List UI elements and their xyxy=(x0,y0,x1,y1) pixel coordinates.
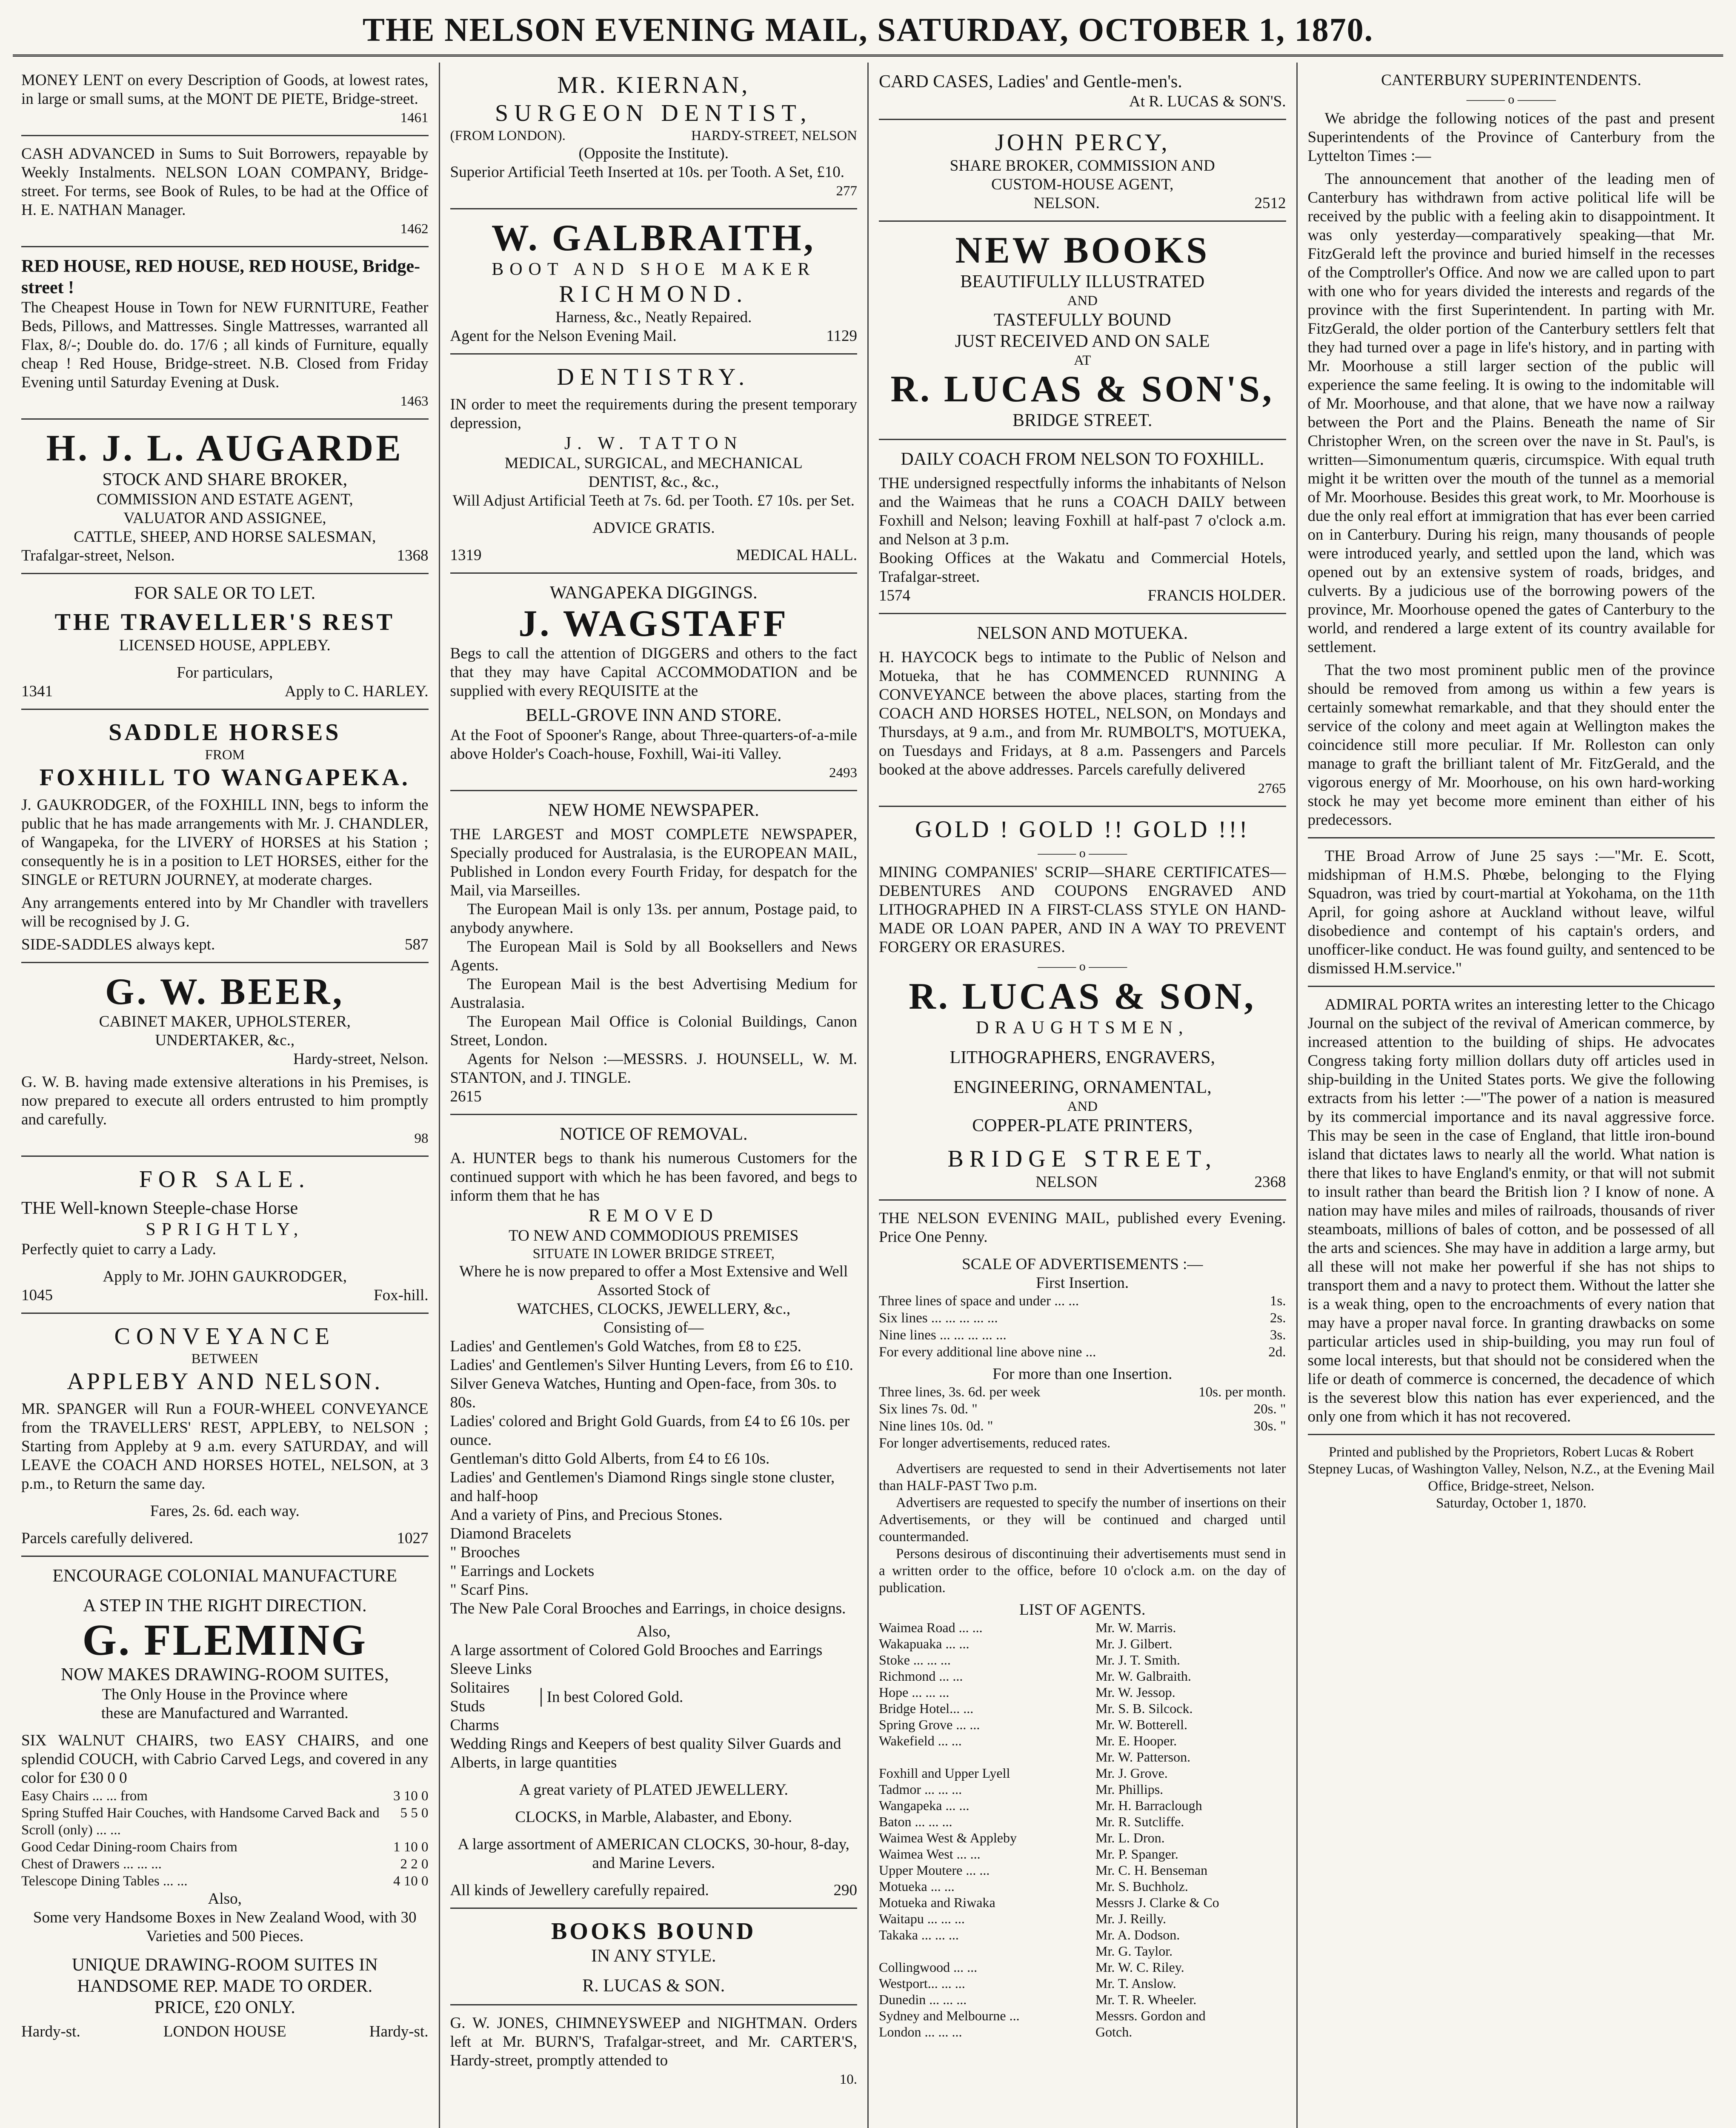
ad-gold xyxy=(879,807,1286,1201)
scale-heading: SCALE OF ADVERTISEMENTS :— xyxy=(962,1256,1203,1273)
ad-text: Advertisers are requested to send in their Advertisements not later than HALF-PAST Two p.m. xyxy=(879,1461,1286,1493)
ad-heading: NELSON AND MOTUEKA. xyxy=(977,624,1188,643)
agent-row: Collingwood ... ... Mr. W. C. Riley. xyxy=(879,1959,1184,1975)
ad-text: For particulars, xyxy=(177,664,273,681)
stock-item: Gentleman's ditto Gold Alberts, from £4 to £6 10s. xyxy=(450,1450,770,1467)
ad-text: TO NEW AND COMMODIOUS PREMISES xyxy=(509,1227,799,1244)
ad-number: 2493 xyxy=(829,765,857,781)
ad-line: LITHOGRAPHERS, ENGRAVERS, xyxy=(950,1048,1215,1067)
agent-row: Waimea West ... ... Mr. P. Spanger. xyxy=(879,1846,1178,1862)
ad-text: A large assortment of Colored Gold Brooches and Earrings xyxy=(450,1642,823,1659)
ad-number: 1461 xyxy=(400,110,429,126)
ad-text: WATCHES, CLOCKS, JEWELLERY, &c., xyxy=(517,1300,791,1318)
scale-row: Three lines of space and under ... ... 1s. xyxy=(879,1293,1286,1309)
separator xyxy=(879,960,1286,973)
ad-heading: FOR SALE. xyxy=(139,1166,311,1193)
ad-text: The European Mail is the best Advertising Medium for Australasia. xyxy=(450,975,857,1012)
ad-daily-coach xyxy=(879,440,1286,614)
article-canterbury-superintendents xyxy=(1308,63,1715,838)
agent-row: Bridge Hotel... ... Mr. S. B. Silcock. xyxy=(879,1701,1193,1716)
scale-row: Six lines 7s. 0d. " 20s. " xyxy=(879,1402,1286,1417)
ad-number: 2615 xyxy=(450,1088,482,1105)
stock-item: " Scarf Pins. xyxy=(450,1581,529,1599)
ad-from: (FROM LONDON). xyxy=(450,128,566,143)
ad-line: CUSTOM-HOUSE AGENT, xyxy=(991,176,1174,193)
ad-heading: SADDLE HORSES xyxy=(109,719,341,746)
ad-fares: Fares, 2s. 6d. each way. xyxy=(150,1502,300,1520)
ad-text: CASH ADVANCED in Sums to Suit Borrowers, repayable by Weekly Instalments. NELSON LOAN COMPANY, Bridge-street. For terms, see Book of Rules, to be had at the Office of H. E. NATHAN Manager. xyxy=(21,145,429,219)
ad-new-home-newspaper xyxy=(450,791,858,1115)
imprint xyxy=(1308,1435,1715,1519)
ad-place: NELSON xyxy=(1035,1173,1098,1191)
ad-fleming xyxy=(21,1557,429,2049)
ad-card-cases xyxy=(879,63,1286,120)
ad-text: THE LARGEST and MOST COMPLETE NEWSPAPER, Specially produced for Australasia, is the EUROPEAN MAIL, Published in London every Fourth Friday, for despatch for the Mail, via Marseilles. xyxy=(450,826,857,899)
ad-place: NELSON. xyxy=(1033,194,1100,212)
ad-route: FOXHILL TO WANGAPEKA. xyxy=(39,764,410,791)
ad-text: H. HAYCOCK begs to intimate to the Public of Nelson and Motueka, that he has COMMENCED RUNNING A CONVEYANCE between the above places, starting from the COACH AND HORSES HOTEL, NELSON, on Mondays and Thursdays, at 9 a.m., and from Mr. RUMBOLT'S, MOTUEKA, on Tuesdays and Fridays, at 8 a.m. Passengers and Parcels booked at the above addresses. Parcels carefully delivered xyxy=(879,649,1286,778)
ad-text: At the Foot of Spooner's Range, about Three-quarters-of-a-mile above Holder's Coach-house, Foxhill, Wai-iti Valley. xyxy=(450,726,857,763)
separator xyxy=(879,847,1286,860)
scale-row: Nine lines 10s. 0d. " 30s. " xyxy=(879,1419,1286,1434)
ad-opp: (Opposite the Institute). xyxy=(578,145,729,162)
stock-item: Silver Geneva Watches, Hunting and Open-face, from 30s. to 80s. xyxy=(450,1375,837,1411)
ad-signature: FRANCIS HOLDER. xyxy=(1147,587,1286,604)
ad-text: The Cheapest House in Town for NEW FURNITURE, Feather Beds, Pillows, and Mattresses. Single Mattresses, warranted all Flax, 8/-; Double do. do. 17/6 ; all kinds of Furniture, equally cheap ! Red House, Bridge-street. N.B. Closed from Friday Evening until Saturday Evening at Dusk. xyxy=(21,299,429,391)
ad-name: R. LUCAS & SON'S, xyxy=(890,369,1274,410)
ad-text: Booking Offices at the Wakatu and Commercial Hotels, Trafalgar-street. xyxy=(879,549,1286,586)
ad-line: TASTEFULLY BOUND xyxy=(993,310,1171,330)
ad-also: Also, xyxy=(637,1623,671,1640)
ad-line: CATTLE, SHEEP, AND HORSE SALESMAN, xyxy=(74,528,376,546)
agent-row: Hope ... ... ... Mr. W. Jessop. xyxy=(879,1685,1175,1700)
ad-text: Perfectly quiet to carry a Lady. xyxy=(21,1241,216,1258)
ad-text: G. W. B. having made extensive alterations in his Premises, is now prepared to execute all orders entrusted to him promptly and carefully. xyxy=(21,1073,429,1128)
column-3 xyxy=(869,63,1298,2128)
ad-text: A great variety of PLATED JEWELLERY. xyxy=(519,1781,788,1799)
ad-line: UNDERTAKER, &c., xyxy=(155,1032,295,1049)
article-paragraph: We abridge the following notices of the past and present Superintendents of the Province of Canterbury from the Lyttelton Times :— xyxy=(1307,110,1715,165)
ad-horse: SPRIGHTLY, xyxy=(146,1220,304,1239)
ad-number: 1574 xyxy=(879,587,910,604)
ad-number: 2368 xyxy=(1254,1173,1286,1191)
ad-text: Superior Artificial Teeth Inserted at 10s. per Tooth. A Set, £10. xyxy=(450,163,845,181)
ad-kiernan xyxy=(450,63,858,209)
scale-more-table xyxy=(879,1384,1286,1435)
ad-number: 290 xyxy=(833,1882,857,1899)
ad-name: W. GALBRAITH, xyxy=(491,217,816,259)
stock-item: Ladies' colored and Bright Gold Guards, from £4 to £6 10s. per ounce. xyxy=(450,1413,850,1449)
gold-item: Studs xyxy=(450,1698,485,1715)
stock-item: Diamond Bracelets xyxy=(450,1525,572,1542)
ad-foot-mid: LONDON HOUSE xyxy=(163,2023,286,2040)
stock-item: Ladies' and Gentlemen's Silver Hunting Levers, from £6 to £10. xyxy=(450,1356,853,1374)
ad-for-sale-or-let xyxy=(21,574,429,710)
ad-text: A large assortment of AMERICAN CLOCKS, 30-hour, 8-day, and Marine Levers. xyxy=(458,1836,849,1872)
ad-and: AND xyxy=(1067,293,1098,309)
ad-by: R. LUCAS & SON. xyxy=(582,1976,725,1996)
ad-for-sale xyxy=(21,1157,429,1314)
ad-text: Some very Handsome Boxes in New Zealand Wood, with 30 Varieties and 500 Pieces. xyxy=(33,1909,417,1945)
ad-beer xyxy=(21,963,429,1157)
ad-hall: MEDICAL HALL. xyxy=(736,546,857,564)
ad-books-bound xyxy=(450,1909,858,2005)
ad-by: At R. LUCAS & SON'S. xyxy=(1129,93,1286,110)
ad-heading: NOTICE OF REMOVAL. xyxy=(560,1124,748,1144)
ad-from: FROM xyxy=(205,747,245,763)
ad-text: Begs to call the attention of DIGGERS and others to the fact that they may have Capital ACCOMMODATION and be supplied with every REQUISITE at the xyxy=(450,645,857,700)
ad-name: J. W. TATTON xyxy=(564,434,743,453)
ad-foot-left: Hardy-st. xyxy=(21,2023,80,2040)
agent-row: Tadmor ... ... ... Mr. Phillips. xyxy=(879,1782,1164,1797)
ad-heading: ENCOURAGE COLONIAL MANUFACTURE xyxy=(52,1566,398,1586)
ad-between: BETWEEN xyxy=(191,1351,259,1367)
ad-apply: Apply to C. HARLEY. xyxy=(285,683,429,700)
ad-text: Will Adjust Artificial Teeth at 7s. 6d. per Tooth. £7 10s. per Set. xyxy=(452,492,855,509)
ad-number: 1027 xyxy=(397,1530,429,1547)
imprint-date: Saturday, October 1, 1870. xyxy=(1436,1496,1587,1511)
ad-number: 1045 xyxy=(21,1287,53,1304)
ad-address: Hardy-street, Nelson. xyxy=(293,1050,429,1068)
agent-row: London ... ... ... Gotch. xyxy=(879,2024,1133,2039)
gold-item: Sleeve Links xyxy=(450,1660,532,1678)
stock-item: And a variety of Pins, and Precious Stones. xyxy=(450,1506,723,1524)
ad-number: 1463 xyxy=(400,394,429,409)
separator xyxy=(1308,93,1715,106)
ad-text: CARD CASES, Ladies' and Gentle-men's. xyxy=(879,72,1182,92)
ad-notice-of-removal xyxy=(450,1115,858,1909)
price-row: Easy Chairs ... ... from 3 10 0 xyxy=(21,1788,429,1804)
ad-conveyance xyxy=(21,1314,429,1557)
scale-row: For every additional line above nine ... 2d. xyxy=(879,1344,1286,1360)
stock-item: Ladies' and Gentlemen's Gold Watches, from £8 to £25. xyxy=(450,1338,802,1355)
price-row: Telescope Dining Tables ... ... 4 10 0 xyxy=(21,1873,429,1889)
agent-row: Upper Moutere ... ... Mr. C. H. Benseman xyxy=(879,1862,1208,1878)
ad-text: All kinds of Jewellery carefully repaired. xyxy=(450,1882,709,1899)
ad-name: H. J. L. AUGARDE xyxy=(46,428,403,469)
ad-agent: Agent for the Nelson Evening Mail. xyxy=(450,327,677,345)
ad-name: G. FLEMING xyxy=(82,1616,368,1665)
agent-row: Waitapu ... ... ... Mr. J. Reilly. xyxy=(879,1911,1166,1926)
ad-number: 1368 xyxy=(397,547,429,564)
agent-row: Motueka and Riwaka Messrs J. Clarke & Co xyxy=(879,1895,1219,1910)
scale-first-table xyxy=(879,1293,1286,1361)
column-2 xyxy=(440,63,869,2128)
agents-heading: LIST OF AGENTS. xyxy=(1019,1601,1146,1619)
ad-line: JUST RECEIVED AND ON SALE xyxy=(955,332,1210,351)
ad-name: R. LUCAS & SON, xyxy=(909,976,1256,1017)
ad-line: DENTIST, &c., &c., xyxy=(588,473,719,491)
agent-row: Westport... ... ... Mr. T. Anslow. xyxy=(879,1976,1176,1991)
ad-at: AT xyxy=(1074,353,1091,368)
ad-text: MONEY LENT on every Description of Goods, at lowest rates, in large or small sums, at the MONT DE PIETE, Bridge-street. xyxy=(21,72,429,108)
stock-item: Ladies' and Gentlemen's Diamond Rings single stone cluster, and half-hoop xyxy=(450,1469,835,1505)
ad-text: THE Well-known Steeple-chase Horse xyxy=(21,1198,298,1218)
ad-text: Agents for Nelson :—MESSRS. J. HOUNSELL, W. M. STANTON, and J. TINGLE. xyxy=(450,1050,857,1087)
ad-advice: ADVICE GRATIS. xyxy=(592,519,715,537)
ad-percy xyxy=(879,120,1286,222)
ad-text: SITUATE IN LOWER BRIDGE STREET, xyxy=(532,1246,775,1261)
agent-row: Wangapeka ... ... Mr. H. Barraclough xyxy=(879,1798,1202,1813)
ad-text: The European Mail Office is Colonial Buildings, Canon Street, London. xyxy=(450,1013,857,1049)
ad-note: SIDE-SADDLES always kept. xyxy=(21,936,215,953)
article-admiral-porta xyxy=(1308,987,1715,1435)
scale-row: Nine lines ... ... ... ... ... 3s. xyxy=(879,1327,1286,1343)
price-row: Good Cedar Dining-room Chairs from 1 10 0 xyxy=(21,1839,429,1855)
agent-row: Mr. G. Taylor. xyxy=(1095,1943,1173,1959)
ad-address: HARDY-STREET, NELSON xyxy=(691,128,857,143)
ad-number: 1129 xyxy=(826,327,857,345)
price-row: Spring Stuffed Hair Couches, with Handsome Carved Back and Scroll (only) ... ... 5 5 0 xyxy=(21,1805,429,1838)
ad-wangapeka xyxy=(450,574,858,791)
ad-galbraith xyxy=(450,209,858,355)
ad-heading: A STEP IN THE RIGHT DIRECTION. xyxy=(83,1596,367,1616)
agent-row: Wakefield ... ... Mr. E. Hooper. xyxy=(879,1733,1177,1748)
ad-heading: DAILY COACH FROM NELSON TO FOXHILL. xyxy=(901,449,1264,469)
ad-removed: REMOVED xyxy=(588,1206,719,1226)
ad-text: MR. SPANGER will Run a FOUR-WHEEL CONVEYANCE from the TRAVELLERS' REST, APPLEBY, to NELSON ; Starting from Appleby at 9 a.m. every SATURDAY, and will LEAVE the COACH AND HORSES HOTEL, NELSON, at 3 p.m., to Return the same day. xyxy=(21,1400,429,1493)
ad-evening-mail xyxy=(879,1201,1286,2048)
ad-text: IN order to meet the requirements during the present temporary depression, xyxy=(450,396,857,432)
ad-apply: Apply to Mr. JOHN GAUKRODGER, xyxy=(103,1268,347,1285)
ad-name: J. WAGSTAFF xyxy=(518,603,789,644)
agent-row: Motueka ... ... Mr. S. Buchholz. xyxy=(879,1879,1188,1894)
agent-row: Wakapuaka ... ... Mr. J. Gilbert. xyxy=(879,1636,1173,1651)
stock-item: " Brooches xyxy=(450,1544,520,1561)
agent-row: Waimea Road ... ... Mr. W. Marris. xyxy=(879,1620,1176,1635)
ad-line: BRIDGE STREET, xyxy=(947,1146,1218,1172)
ad-saddle-horses xyxy=(21,710,429,963)
price-row: Chest of Drawers ... ... ... 2 2 0 xyxy=(21,1856,429,1872)
ad-place: RICHMOND. xyxy=(559,281,749,307)
ad-name: JOHN PERCY, xyxy=(995,129,1170,156)
ad-heading: BOOKS BOUND xyxy=(551,1918,756,1945)
gold-item: Solitaires xyxy=(450,1679,510,1696)
ad-text: Wedding Rings and Keepers of best quality Silver Guards and Alberts, in large quantities xyxy=(450,1735,841,1771)
ad-number: 2765 xyxy=(1258,781,1286,796)
agents-table xyxy=(879,1619,1286,2040)
ad-title: RED HOUSE, RED HOUSE, RED HOUSE, Bridge-street ! xyxy=(21,257,420,297)
ad-line: COMMISSION AND ESTATE AGENT, xyxy=(96,491,353,508)
ad-text: SIX WALNUT CHAIRS, two EASY CHAIRS, and one splendid COUCH, with Cabrio Carved Legs, and covered in any color for £30 0 0 xyxy=(21,1732,429,1787)
gold-note: In best Colored Gold. xyxy=(541,1688,857,1707)
ad-text: J. GAUKRODGER, of the FOXHILL INN, begs to inform the public that he has made arrangements with Mr. J. CHANDLER, of Wangapeka, for the LIVERY of HORSES at his Station ; consequently he is in a position to LET HORSES, either for the SINGLE or RETURN JOURNEY, at moderate charges. xyxy=(21,796,429,889)
agent-row: Richmond ... ... Mr. W. Galbraith. xyxy=(879,1668,1191,1684)
ad-new-books xyxy=(879,222,1286,440)
scale-sub: First Insertion. xyxy=(1036,1274,1129,1292)
scale-sub: For more than one Insertion. xyxy=(992,1365,1173,1383)
ad-sub: NOW MAKES DRAWING-ROOM SUITES, xyxy=(60,1665,389,1685)
agent-row: Foxhill and Upper Lyell Mr. J. Grove. xyxy=(879,1765,1168,1781)
ad-address: Trafalgar-street, Nelson. xyxy=(21,547,175,564)
ad-price: PRICE, £20 ONLY. xyxy=(154,1998,295,2017)
ad-jones xyxy=(450,2005,858,2097)
ad-number: 98 xyxy=(414,1131,429,1146)
stock-item: The New Pale Coral Brooches and Earrings, in choice designs. xyxy=(450,1600,846,1617)
ad-text: A. HUNTER begs to thank his numerous Customers for the continued support with which he has been favored, and begs to inform them that he has xyxy=(450,1150,857,1204)
ad-heading: DENTISTRY. xyxy=(557,364,751,390)
ad-line: ENGINEERING, ORNAMENTAL, xyxy=(953,1078,1212,1097)
agent-row: Mr. W. Patterson. xyxy=(1095,1749,1191,1765)
ad-heading: NEW HOME NEWSPAPER. xyxy=(548,801,759,820)
ad-number: 1341 xyxy=(21,683,53,700)
ad-cash-advanced xyxy=(21,136,429,247)
ad-heading: CONVEYANCE xyxy=(114,1323,336,1350)
stock-item: " Earrings and Lockets xyxy=(450,1562,595,1580)
ad-text: these are Manufactured and Warranted. xyxy=(101,1705,349,1722)
ad-route: APPLEBY AND NELSON. xyxy=(67,1368,383,1395)
agent-row: Spring Grove ... ... Mr. W. Botterell. xyxy=(879,1717,1187,1732)
ad-text: THE undersigned respectfully informs the inhabitants of Nelson and the Waimeas that he runs a COACH DAILY between Foxhill and Nelson; leaving Foxhill at half-past 7 o'clock a.m. and Nelson at 3 p.m. xyxy=(879,475,1286,548)
article-heading: CANTERBURY SUPERINTENDENTS. xyxy=(1381,72,1642,89)
article-paragraph: ADMIRAL PORTA writes an interesting letter to the Chicago Journal on the subject of the revival of American commerce, by increased attention to the building of ships. He advocates Congress taking forty million dollars duty off articles used in ship-building in the United States ports. We give the following extracts from his letter :—"The power of a nation is measured by its commercial importance and its naval aggressive force. This may be seen in the case of England, that little iron-bound island that dictates laws to nearly all the world. What nation is there that likes to have England's enmity, or that will not submit to insult rather than beard the British lion ? I know of none. A nation may have miles and miles of railroads, thousands of river steamboats, millions of bales of cotton, and be possessed of all the arts and sciences. She may have in addition a large army, but all these will not make her powerful if she has not ships to transport them and a navy to protect them. Without the latter she is a weak thing, open to the encroachments of every nation that may have a proper naval force. In granting drawbacks on some particular articles used in ship-building, you may run foul of some local interests, but that should not be considered when the life or death of commerce is concerned, the decadence of which is the severest blow this nation has ever experienced, and the only one from which it has not recovered. xyxy=(1307,996,1715,1425)
article-broad-arrow xyxy=(1308,838,1715,987)
ad-line: COPPER-PLATE PRINTERS, xyxy=(972,1116,1193,1136)
ad-line: BEAUTIFULLY ILLUSTRATED xyxy=(960,272,1205,292)
ad-nelson-motueka xyxy=(879,614,1286,807)
masthead: THE NELSON EVENING MAIL, SATURDAY, OCTOBER 1, 1870. xyxy=(13,9,1723,57)
agent-row: Baton ... ... ... Mr. R. Sutcliffe. xyxy=(879,1814,1184,1829)
agent-row: Sydney and Melbourne ... Messrs. Gordon and xyxy=(879,2008,1206,2023)
ad-heading: FOR SALE OR TO LET. xyxy=(134,583,316,603)
ad-line: DRAUGHTSMEN, xyxy=(975,1018,1189,1038)
ad-number: 277 xyxy=(836,183,857,199)
ad-sub: IN ANY STYLE. xyxy=(591,1946,716,1966)
ad-note: Parcels carefully delivered. xyxy=(21,1530,193,1547)
ad-augarde xyxy=(21,420,429,574)
ad-text: Harness, &c., Neatly Repaired. xyxy=(555,309,752,326)
agent-row: Takaka ... ... ... Mr. A. Dodson. xyxy=(879,1927,1180,1942)
ad-number: 1319 xyxy=(450,546,482,564)
ad-name: THE TRAVELLER'S REST xyxy=(54,609,395,635)
article-paragraph: The announcement that another of the leading men of Canterbury has withdrawn from active political life will be received by the public with a feeling akin to disappointment. It was only yesterday—comparatively speaking—that Mr. FitzGerald left the province and buried himself in the recesses of the Comptroller's Office. And now we are called upon to part with one who for years divided the interests and regards of the province with the first Superintendent. In parting with Mr. FitzGerald, the older portion of the Canterbury settlers felt that they had turned over a page in life's history, and in parting with Mr. Moorhouse a still larger section of the public will experience the same feeling. It is owing to the indomitable will of Mr. Moorhouse, and that alone, that we have now a railway between the Port and the Plains. Beneath the name of Sir Christopher Wren, on the screen over the nave in St. Paul's, is written—Simonumentum quæris, circumspice. With equal truth might it be written over the mouth of the tunnel as a memorial of Mr. Moorhouse. Besides this great work, to Mr. Moorhouse is due the only real effort at immigration that has ever been carried on in Canterbury. During his reign, many thousands of people were introduced yearly, and settled upon the land, which was opened out by an extensive system of roads, bridges, and culverts. By a judicious use of the borrowing powers of the province, Mr. Moorhouse opened the gates of Canterbury to the world, and rendered a large extent of its country available for settlement. xyxy=(1307,170,1715,656)
ad-text: Persons desirous of discontinuing their advertisements must send in a written order to the office, before 10 o'clock a.m. on the day of publication. xyxy=(879,1546,1286,1596)
imprint-text: Printed and published by the Proprietors, Robert Lucas & Robert Stepney Lucas, of Washington Valley, Nelson, N.Z., at the Evening Mail Office, Bridge-street, Nelson. xyxy=(1307,1444,1715,1494)
ad-text: The European Mail is Sold by all Booksellers and News Agents. xyxy=(450,938,857,974)
ad-line: CABINET MAKER, UPHOLSTERER, xyxy=(99,1013,351,1030)
column-4 xyxy=(1298,63,1725,2128)
ad-line: MEDICAL, SURGICAL, and MECHANICAL xyxy=(504,455,803,472)
ad-text: THE NELSON EVENING MAIL, published every Evening. Price One Penny. xyxy=(879,1210,1286,1246)
agent-row: Waimea West & Appleby Mr. L. Dron. xyxy=(879,1830,1165,1845)
ad-text: Consisting of— xyxy=(603,1319,704,1336)
ad-text: The European Mail is only 13s. per annum, Postage paid, to anybody anywhere. xyxy=(450,901,857,937)
columns xyxy=(11,63,1725,2128)
ad-heading: NEW BOOKS xyxy=(955,230,1210,271)
article-paragraph: THE Broad Arrow of June 25 says :—"Mr. E. Scott, midshipman of H.M.S. Phœbe, belonging to the Flying Squadron, was tried by court-martial at Yokohama, on the 11th April, for going ashore at Auckland without leave, wilful disobedience and contempt of his captain's orders, and unofficer-like conduct. He was found guilty, and sentenced to be dismissed H.M.service." xyxy=(1307,847,1715,977)
ad-line: VALUATOR AND ASSIGNEE, xyxy=(123,509,326,527)
ad-inn: BELL-GROVE INN AND STORE. xyxy=(526,706,782,725)
scale-note: For longer advertisements, reduced rates. xyxy=(879,1436,1111,1451)
scale-row: Six lines ... ... ... ... ... 2s. xyxy=(879,1310,1286,1326)
ad-title: BOOT AND SHOE MAKER xyxy=(492,260,816,279)
gold-item: Charms xyxy=(450,1716,499,1734)
agent-row: Stoke ... ... ... Mr. J. T. Smith. xyxy=(879,1652,1180,1668)
ad-text: MINING COMPANIES' SCRIP—SHARE CERTIFICATES—DEBENTURES AND COUPONS ENGRAVED AND LITHOGRAPHED IN A FIRST-CLASS STYLE ON HAND-MADE OR LOAN PAPER, AND IN A WAY TO PREVENT FORGERY OR ERASURES. xyxy=(879,864,1286,956)
ad-also: Also, xyxy=(208,1890,242,1908)
ad-unique: UNIQUE DRAWING-ROOM SUITES IN HANDSOME REP. MADE TO ORDER. xyxy=(71,1955,378,1996)
ad-street: BRIDGE STREET. xyxy=(1012,411,1153,430)
ad-name: MR. KIERNAN, xyxy=(557,72,750,98)
ad-name: G. W. BEER, xyxy=(105,971,345,1013)
ad-sub: LICENSED HOUSE, APPLEBY. xyxy=(119,637,331,654)
column-1 xyxy=(11,63,440,2128)
ad-dentistry xyxy=(450,355,858,574)
ad-text: The Only House in the Province where xyxy=(102,1686,348,1703)
ad-heading: WANGAPEKA DIGGINGS. xyxy=(549,583,758,603)
ad-text: Advertisers are requested to specify the number of insertions on their Advertisements, or they will be continued and charged until countermanded. xyxy=(879,1495,1286,1545)
ad-text: Where he is now prepared to offer a Most Extensive and Well Assorted Stock of xyxy=(459,1263,848,1299)
ad-red-house xyxy=(21,247,429,420)
article-paragraph: That the two most prominent public men of the province should be removed from among us within a few years is certainly somewhat remarkable, and that they should enter the service of the colony and meet again at Wellington makes the coincidence still more peculiar. If Mr. Rolleston can only manage to graft the brilliant talent of Mr. FitzGerald, and the vigorous energy of Mr. Moorhouse, on his own hard-working stock he may yet become more eminent than either of his predecessors. xyxy=(1307,661,1715,829)
ad-number: 10. xyxy=(839,2072,857,2087)
ad-line: STOCK AND SHARE BROKER, xyxy=(102,470,348,489)
ad-place: Fox-hill. xyxy=(374,1287,429,1304)
ad-number: 2512 xyxy=(1254,194,1286,212)
agent-row: Dunedin ... ... ... Mr. T. R. Wheeler. xyxy=(879,1992,1197,2007)
ad-title: SURGEON DENTIST, xyxy=(495,100,812,126)
ad-text: CLOCKS, in Marble, Alabaster, and Ebony. xyxy=(515,1808,792,1826)
ad-money-lent xyxy=(21,63,429,136)
ad-foot-right: Hardy-st. xyxy=(369,2023,429,2040)
ad-heading: GOLD ! GOLD !! GOLD !!! xyxy=(915,816,1250,843)
ad-number: 1462 xyxy=(400,221,429,237)
ad-line: SHARE BROKER, COMMISSION AND xyxy=(950,157,1215,174)
scale-row: Three lines, 3s. 6d. per week 10s. per month. xyxy=(879,1384,1286,1400)
ad-number: 587 xyxy=(405,936,429,953)
ad-and: AND xyxy=(1067,1099,1098,1114)
price-list xyxy=(21,1788,429,1890)
ad-text: Any arrangements entered into by Mr Chandler with travellers will be recognised by J. G. xyxy=(21,894,429,930)
ad-text: G. W. JONES, CHIMNEYSWEEP and NIGHTMAN. Orders left at Mr. BURN'S, Trafalgar-street, and Mr. CARTER'S, Hardy-street, promptly attended to xyxy=(450,2014,857,2069)
